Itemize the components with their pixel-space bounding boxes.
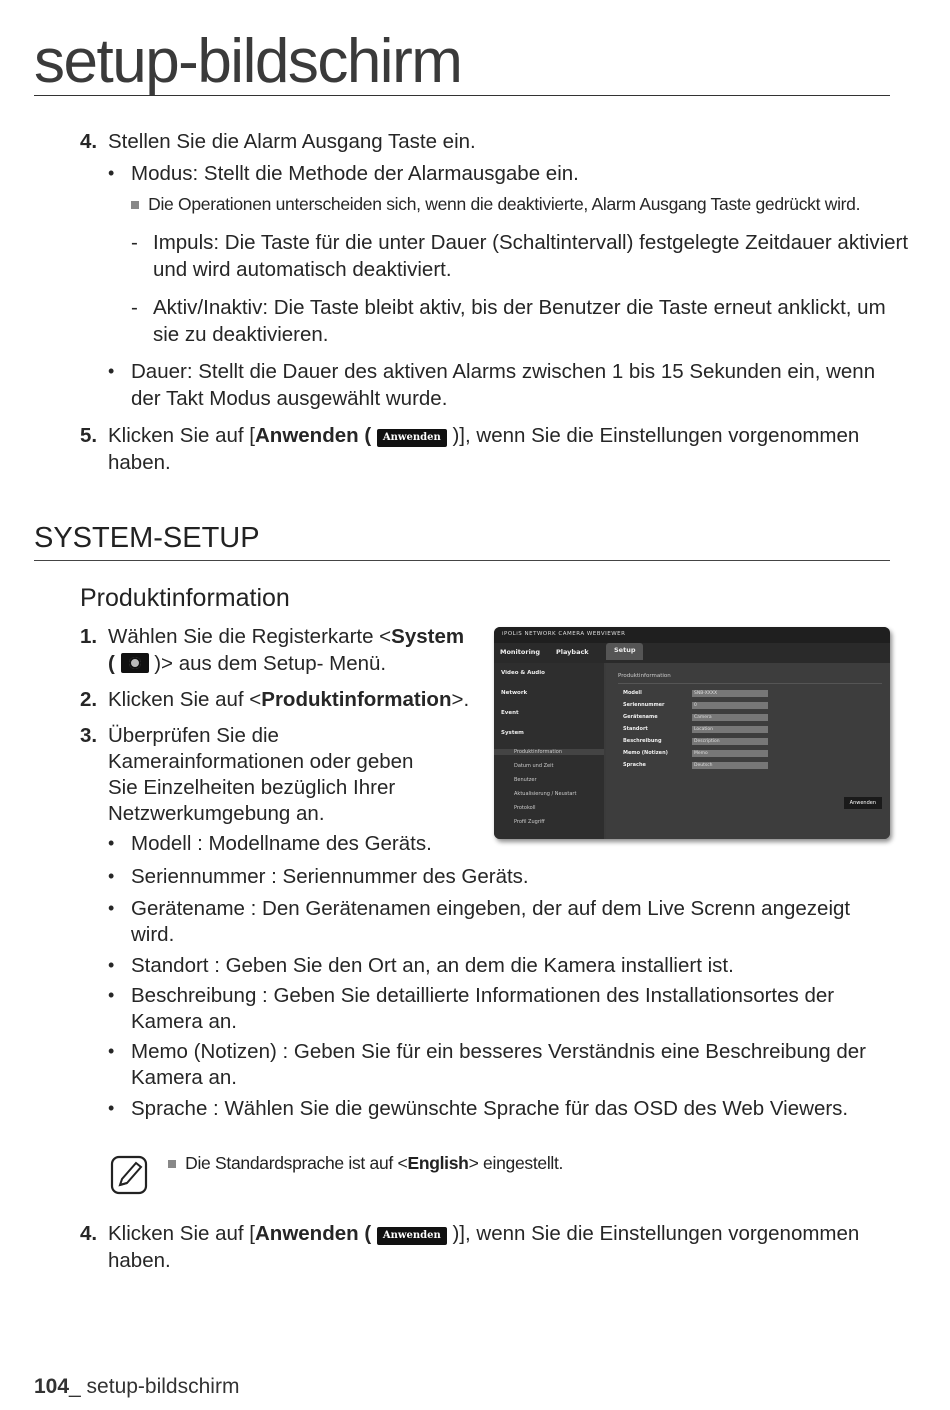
gear-icon bbox=[121, 653, 149, 673]
setup-screenshot bbox=[494, 627, 890, 839]
screenshot-sidebar bbox=[494, 663, 604, 839]
step-text: Wählen Sie die Registerkarte <System bbox=[108, 625, 465, 648]
impuls-line-1: Impuls: Die Taste für die unter Dauer (Schaltintervall) festgelegte Zeitdauer aktiviert bbox=[153, 231, 909, 254]
field-memo: Memo (Notizen) : Geben Sie für ein besseres Verständnis eine Beschreibung der bbox=[131, 1040, 866, 1063]
screenshot-topbar bbox=[494, 627, 890, 643]
screenshot-main bbox=[606, 663, 890, 839]
dauer-line-1: Dauer: Stellt die Dauer des aktiven Alarms zwischen 1 bis 15 Sekunden ein, wenn bbox=[131, 360, 876, 383]
step-text: Stellen Sie die Alarm Ausgang Taste ein. bbox=[108, 130, 476, 153]
value-beschreibung: Description bbox=[692, 738, 768, 745]
field-standort: Standort : Geben Sie den Ort an, an dem die Kamera installiert ist. bbox=[131, 954, 734, 977]
step-text-2: Kamerainformationen oder geben bbox=[108, 750, 414, 773]
bullet-icon: • bbox=[108, 955, 115, 975]
bullet-icon: • bbox=[108, 1098, 115, 1118]
square-bullet-icon bbox=[131, 201, 139, 209]
panel-title: Produktinformation bbox=[618, 673, 671, 679]
square-bullet-icon bbox=[168, 1160, 176, 1168]
apply-button-icon: Anwenden bbox=[377, 429, 447, 447]
submenu-protokoll: Protokoll bbox=[514, 805, 536, 811]
menu-event: Event bbox=[501, 710, 519, 716]
bullet-icon: • bbox=[108, 361, 115, 381]
modus-text: Modus: Stellt die Methode der Alarmausgabe ein. bbox=[131, 162, 579, 185]
aktiv-line-1: Aktiv/Inaktiv: Die Taste bleibt aktiv, bis der Benutzer die Taste erneut anklickt, um bbox=[153, 296, 886, 319]
menu-network: Network bbox=[501, 690, 528, 696]
section-divider bbox=[34, 560, 890, 561]
step-number: 2. bbox=[80, 688, 98, 711]
field-memo-2: Kamera an. bbox=[131, 1066, 237, 1089]
submenu-profil: Profil Zugriff bbox=[514, 819, 545, 825]
aktiv-line-2: sie zu deaktivieren. bbox=[153, 323, 329, 346]
step-text: Klicken Sie auf [Anwenden ( Anwenden )], wenn Sie die Einstellungen vorgenommen bbox=[108, 424, 860, 447]
tab-setup: Setup bbox=[606, 643, 643, 660]
page-number: 104 bbox=[34, 1375, 70, 1398]
field-beschreibung-2: Kamera an. bbox=[131, 1010, 237, 1033]
value-seriennummer: 0 bbox=[692, 702, 768, 709]
step-number: 4. bbox=[80, 130, 98, 153]
label-modell: Modell bbox=[623, 690, 642, 696]
dash-icon: - bbox=[131, 296, 138, 319]
bullet-icon: • bbox=[108, 163, 115, 183]
field-geraetename-2: wird. bbox=[131, 923, 175, 946]
field-modell: Modell : Modellname des Geräts. bbox=[131, 832, 432, 855]
submenu-benutzer: Benutzer bbox=[514, 777, 537, 783]
apply-button-icon: Anwenden bbox=[377, 1227, 447, 1245]
step-text-4: Netzwerkumgebung an. bbox=[108, 802, 325, 825]
bullet-icon: • bbox=[108, 985, 115, 1005]
label-geraetename: Gerätename bbox=[623, 714, 658, 720]
screenshot-tabs bbox=[494, 643, 890, 663]
step-text: Klicken Sie auf <Produktinformation>. bbox=[108, 688, 470, 711]
step-number: 1. bbox=[80, 625, 98, 648]
bullet-icon: • bbox=[108, 898, 115, 918]
page-title: setup-bildschirm bbox=[34, 27, 462, 96]
menu-video-audio: Video & Audio bbox=[501, 670, 545, 676]
submenu-datum: Datum und Zeit bbox=[514, 763, 554, 769]
modus-note: Die Operationen unterscheiden sich, wenn die deaktivierte, Alarm Ausgang Taste gedrückt wird. bbox=[148, 194, 861, 214]
subsection-heading: Produktinformation bbox=[80, 584, 290, 612]
note-pencil-icon bbox=[110, 1155, 148, 1195]
panel-divider bbox=[618, 683, 882, 684]
tab-monitoring: Monitoring bbox=[500, 648, 541, 656]
tab-playback: Playback bbox=[556, 648, 589, 656]
impuls-line-2: und wird automatisch deaktiviert. bbox=[153, 258, 452, 281]
step-text-2: haben. bbox=[108, 451, 171, 474]
apply-button: Anwenden bbox=[844, 797, 882, 809]
value-geraetename: Camera bbox=[692, 714, 768, 721]
step-number: 5. bbox=[80, 424, 98, 447]
title-divider bbox=[34, 95, 890, 96]
section-heading: SYSTEM-SETUP bbox=[34, 522, 260, 554]
bullet-icon: • bbox=[108, 866, 115, 886]
value-standort: Location bbox=[692, 726, 768, 733]
value-modell: SNB-XXXX bbox=[692, 690, 768, 697]
label-sprache: Sprache bbox=[623, 762, 646, 768]
note-line: Die Standardsprache ist auf <English> eingestellt. bbox=[168, 1153, 563, 1174]
step-number: 3. bbox=[80, 724, 98, 747]
submenu-aktualisierung: Aktualisierung / Neustart bbox=[514, 791, 577, 797]
menu-system: System bbox=[501, 730, 524, 736]
submenu-produktinformation: Produktinformation bbox=[494, 749, 604, 755]
screenshot-brand: iPOLiS NETWORK CAMERA WEBVIEWER bbox=[502, 631, 626, 637]
note-line bbox=[131, 191, 860, 218]
dauer-line-2: der Takt Modus ausgewählt wurde. bbox=[131, 387, 448, 410]
bullet-icon: • bbox=[108, 833, 115, 853]
step-text-2: haben. bbox=[108, 1249, 171, 1272]
step-number: 4. bbox=[80, 1222, 98, 1245]
step-text: Klicken Sie auf [Anwenden ( Anwenden )], wenn Sie die Einstellungen vorgenommen bbox=[108, 1222, 860, 1245]
label-beschreibung: Beschreibung bbox=[623, 738, 662, 744]
value-memo: Memo bbox=[692, 750, 768, 757]
page-footer bbox=[34, 1375, 239, 1399]
label-standort: Standort bbox=[623, 726, 648, 732]
bullet-icon: • bbox=[108, 1041, 115, 1061]
label-memo: Memo (Notizen) bbox=[623, 750, 668, 756]
step-text-2: ( )> aus dem Setup- Menü. bbox=[108, 652, 387, 675]
step-text: Überprüfen Sie die bbox=[108, 724, 279, 747]
label-seriennummer: Seriennummer bbox=[623, 702, 665, 708]
value-sprache: Deutsch bbox=[692, 762, 768, 769]
step-text-3: Sie Einzelheiten bezüglich Ihrer bbox=[108, 776, 396, 799]
field-sprache: Sprache : Wählen Sie die gewünschte Sprache für das OSD des Web Viewers. bbox=[131, 1097, 849, 1120]
footer-label: _ setup-bildschirm bbox=[69, 1375, 240, 1398]
field-seriennummer: Seriennummer : Seriennummer des Geräts. bbox=[131, 865, 529, 888]
field-beschreibung: Beschreibung : Geben Sie detaillierte Informationen des Installationsortes der bbox=[131, 984, 835, 1007]
dash-icon: - bbox=[131, 231, 138, 254]
field-geraetename: Gerätename : Den Gerätenamen eingeben, der auf dem Live Screnn angezeigt bbox=[131, 897, 851, 920]
